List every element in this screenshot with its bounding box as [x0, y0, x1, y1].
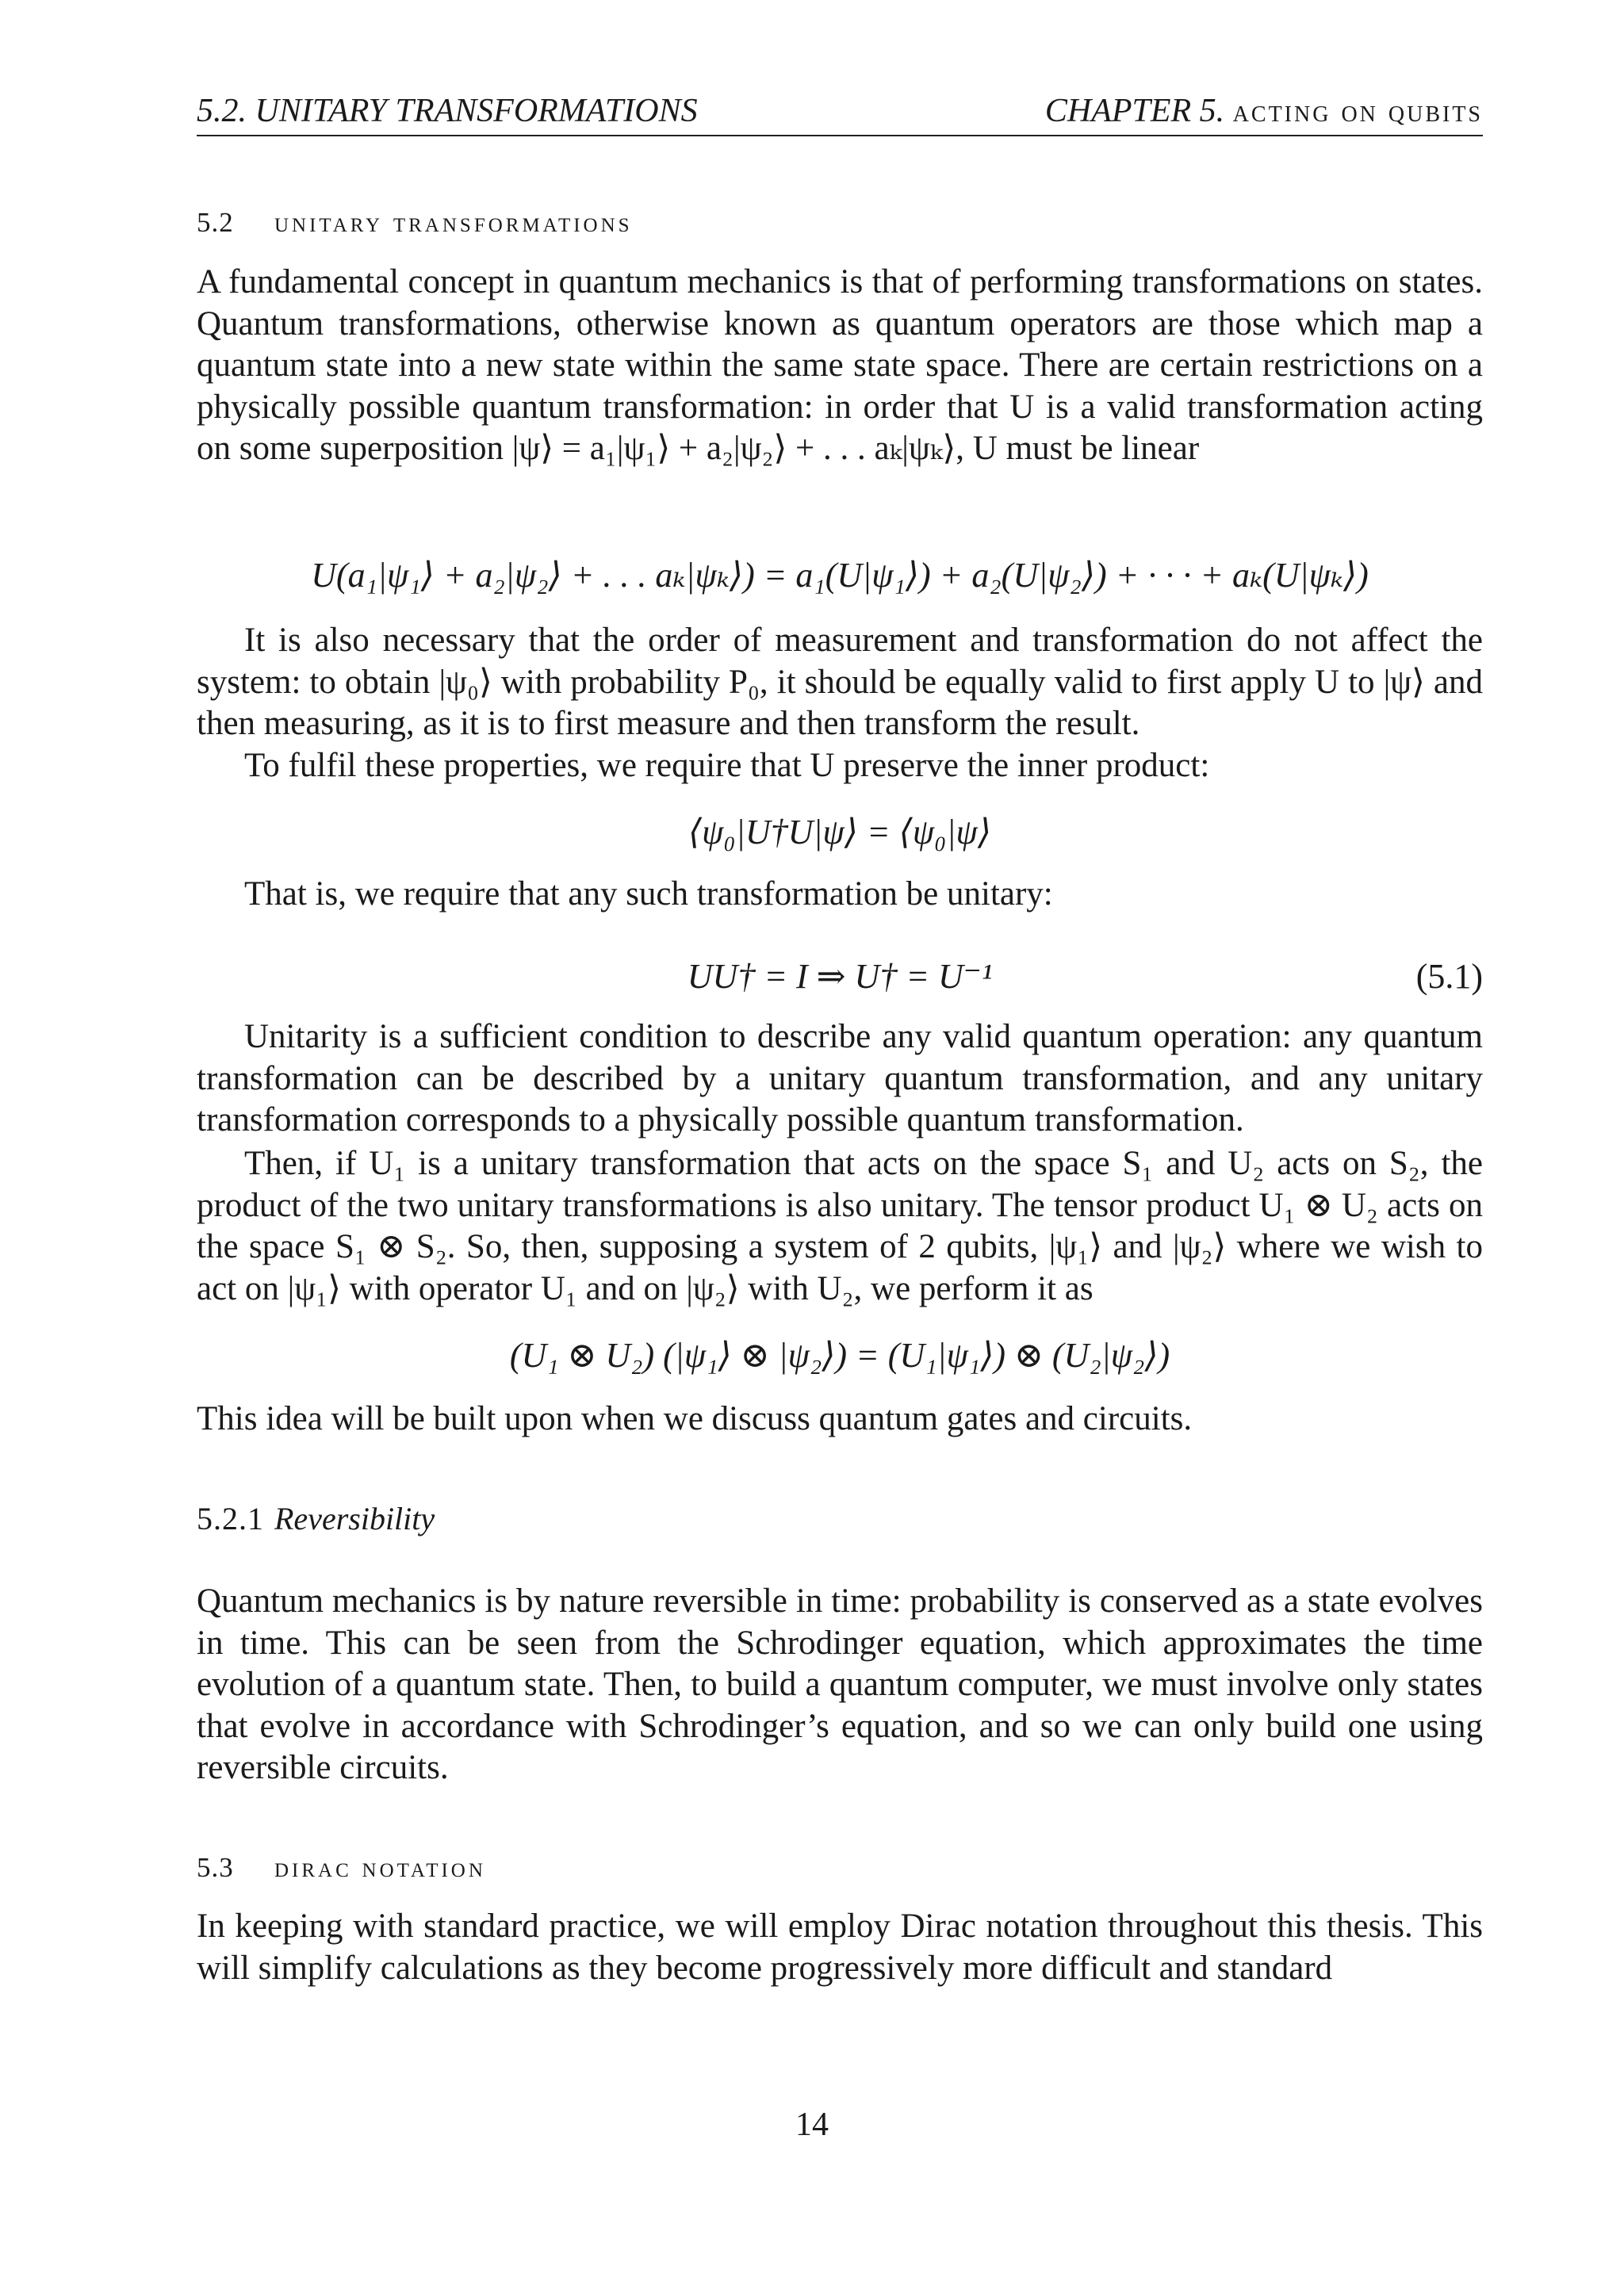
section-number: 5.2	[197, 207, 234, 238]
running-header-chapter-title: acting on qubits	[1232, 93, 1483, 128]
equation-tensor: (U₁ ⊗ U₂) (|ψ₁⟩ ⊗ |ψ₂⟩) = (U₁|ψ₁⟩) ⊗ (U₂|ψ₂⟩)	[509, 1336, 1170, 1375]
section-heading-5-2	[197, 202, 633, 244]
equation-unitary-body: UU† = I ⇒ U† = U⁻¹	[687, 957, 993, 996]
equation-inner-product: ⟨ψ₀|U†U|ψ⟩ = ⟨ψ₀|ψ⟩	[688, 813, 992, 851]
section-heading-5-3	[197, 1847, 486, 1889]
section-number: 5.3	[197, 1852, 234, 1883]
paragraph-inner-product: To fulfil these properties, we require that U preserve the inner product:	[244, 747, 1210, 784]
paragraph-tensor-product: Then, if U₁ is a unitary transformation that acts on the space S₁ and U₂ acts on S₂, the product of the two unitary transformations is also unitary. The tensor product U₁ ⊗ U₂ acts on the space S₁ ⊗ S₂. So, then, supposing a system of 2 qubits, |ψ₁⟩ and |ψ₂⟩ where we wish to act on |ψ₁⟩ with operator U₁ and on |ψ₂⟩ with U₂, we perform it as	[197, 1145, 1483, 1307]
paragraph-dirac-notation: In keeping with standard practice, we will employ Dirac notation throughout this thesis. This will simplify calculations as they become progressively more difficult and standard	[197, 1908, 1483, 1987]
paragraph-measurement-order: It is also necessary that the order of measurement and transformation do not affect the system: to obtain |ψ₀⟩ with probability P₀, it should be equally valid to first apply U to |ψ⟩ and then measuring, as it is to first measure and then transform the result.	[197, 622, 1483, 742]
subsection-title: Reversibility	[274, 1501, 435, 1536]
running-header-chapter	[1045, 92, 1483, 130]
paragraph-reversibility: Quantum mechanics is by nature reversible in time: probability is conserved as a state evolves in time. This can be seen from the Schrodinger equation, which approximates the time evolution of a quantum state. Then, to build a quantum computer, we must involve only states that evolve in accordance with Schrodinger’s equation, and so we can only build one using reversible circuits.	[197, 1582, 1483, 1786]
subsection-heading-5-2-1	[197, 1498, 435, 1540]
section-title: dirac notation	[274, 1852, 486, 1883]
running-header-section: 5.2. UNITARY TRANSFORMATIONS	[197, 93, 698, 129]
paragraph-intro: A fundamental concept in quantum mechanics is that of performing transformations on states. Quantum transformations, otherwise known as quantum operators are those which map a quantum state into a new state within the same state space. There are certain restrictions on a physically possible quantum transformation: in order that U is a valid transformation acting on some superposition |ψ⟩ = a₁|ψ₁⟩ + a₂|ψ₂⟩ + . . . aₖ|ψₖ⟩, U must be linear	[197, 263, 1483, 467]
page-number: 14	[795, 2107, 829, 2143]
paragraph-unitary: That is, we require that any such transformation be unitary:	[244, 875, 1053, 913]
section-title: unitary transformations	[274, 207, 633, 238]
subsection-number: 5.2.1	[197, 1501, 264, 1536]
running-header	[197, 87, 1483, 136]
equation-unitary	[197, 956, 1483, 998]
equation-number: (5.1)	[1415, 957, 1483, 996]
equation-linearity: U(a₁|ψ₁⟩ + a₂|ψ₂⟩ + . . . aₖ|ψₖ⟩) = a₁(U|ψ₁⟩) + a₂(U|ψ₂⟩) + · · · + aₖ(U|ψₖ⟩)	[311, 556, 1369, 595]
paragraph-gates-circuits: This idea will be built upon when we discuss quantum gates and circuits.	[197, 1400, 1193, 1437]
running-header-chapter-number: CHAPTER 5.	[1044, 93, 1225, 129]
paragraph-unitarity-condition: Unitarity is a sufficient condition to describe any valid quantum operation: any quantum transformation can be described by a unitary quantum transformation, and any unitary transformation corresponds to a physically possible quantum transformation.	[197, 1018, 1483, 1138]
